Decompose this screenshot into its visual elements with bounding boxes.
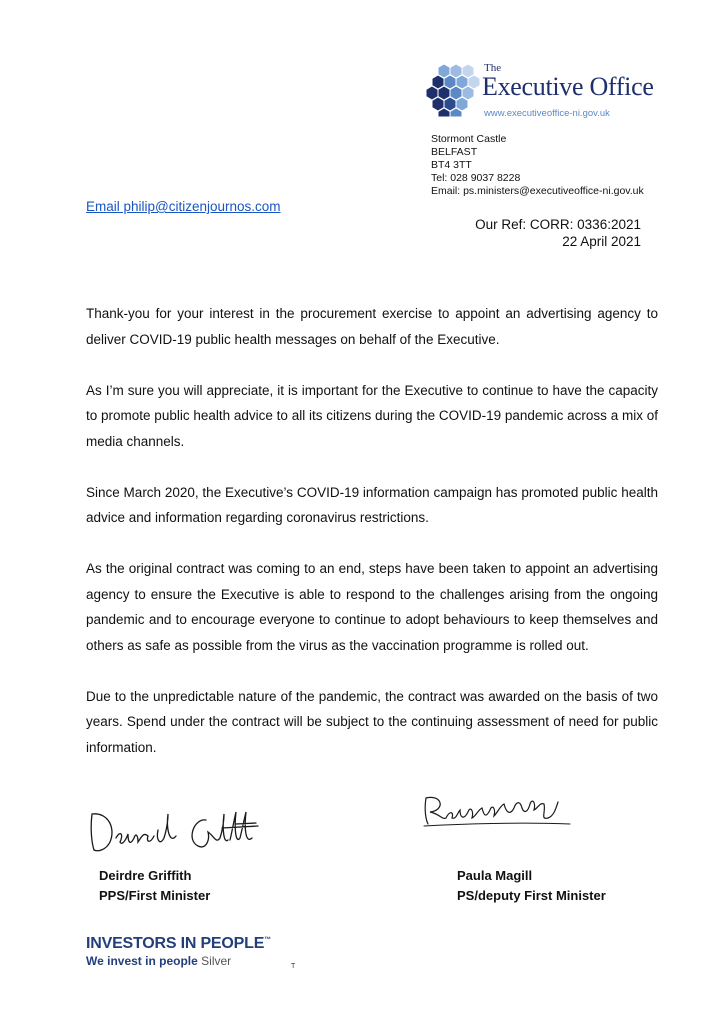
logo-url-text: www.executiveoffice-ni.gov.uk: [484, 108, 610, 119]
address-line: Stormont Castle: [431, 133, 507, 145]
address-line: BT4 3TT: [431, 159, 472, 171]
hexagon-cluster-icon: [424, 62, 480, 118]
signatory-name: Deirdre Griffith: [99, 868, 192, 883]
recipient-email-link[interactable]: Email philip@citizenjournos.com: [86, 199, 281, 214]
our-ref: Our Ref: CORR: 0336:2021: [475, 217, 641, 232]
investors-in-people-logo: [86, 935, 271, 968]
letter-body: [86, 301, 658, 786]
address-line: BELFAST: [431, 146, 478, 158]
iip-subtitle: We invest in people Silver: [86, 954, 232, 968]
body-paragraph: As I’m sure you will appreciate, it is important for the Executive to continue to have the capacity to promote public health advice to all its citizens during the COVID-19 pandemic across a mix of media channels.: [86, 382, 658, 449]
footer-mark: T: [291, 963, 296, 970]
body-paragraph: Due to the unpredictable nature of the pandemic, the contract was awarded on the basis of two years. Spend under the contract will be subject to the continuing assessment of need for public information.: [86, 688, 658, 755]
signatory-right: [457, 866, 606, 906]
signatory-left: [99, 866, 210, 906]
signature-paula-magill: [420, 788, 590, 838]
signatory-title: PPS/First Minister: [99, 888, 211, 903]
letter-date: 22 April 2021: [562, 234, 641, 249]
reference-block: [475, 216, 641, 250]
iip-title: INVESTORS IN PEOPLE™: [86, 935, 271, 952]
signatory-name: Paula Magill: [457, 868, 533, 883]
address-line: Email: ps.ministers@executiveoffice-ni.gov.uk: [431, 185, 644, 197]
body-paragraph: Since March 2020, the Executive’s COVID-19 information campaign has promoted public health advice and information regarding coronavirus restrictions.: [86, 484, 658, 525]
signatory-title: PS/deputy First Minister: [457, 888, 606, 903]
logo-the-text: The: [484, 62, 502, 74]
logo-name-text: Executive Office: [482, 72, 654, 101]
body-paragraph: Thank-you for your interest in the procurement exercise to appoint an advertising agency to deliver COVID-19 public health messages on behalf of the Executive.: [86, 306, 658, 347]
body-paragraph: As the original contract was coming to an end, steps have been taken to appoint an advertising agency to ensure the Executive is able to respond to the challenges arising from the ongoing pandemic and to encourage everyone to continue to adopt behaviours to keep themselves and others as safe as possible from the virus as the vaccination programme is rolled out.: [86, 561, 658, 653]
executive-office-logo: [424, 62, 684, 122]
trademark-mark: ™: [264, 936, 271, 944]
sender-address: [431, 133, 644, 198]
address-line: Tel: 028 9037 8228: [431, 172, 521, 184]
signature-deirdre-griffith: [86, 800, 286, 860]
iip-level: Silver: [201, 954, 232, 968]
